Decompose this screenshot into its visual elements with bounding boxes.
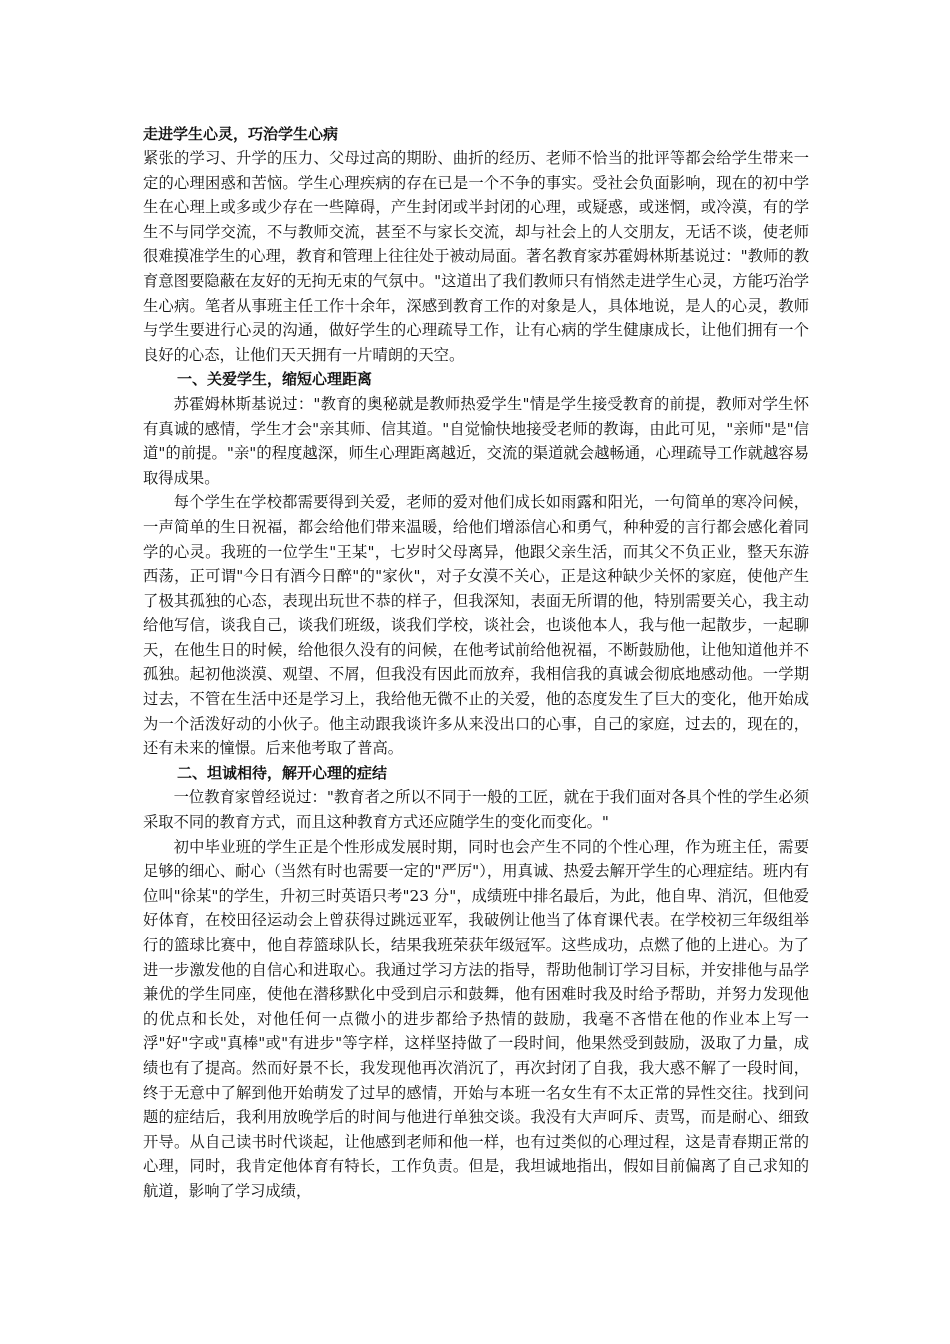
- section-2-paragraph-1: 一位教育家曾经说过："教育者之所以不同于一般的工匠，就在于我们面对各具个性的学生必须采取不同的教育方式，而且这种教育方式还应随学生的变化而变化。": [143, 788, 809, 832]
- document-page: [143, 122, 809, 1204]
- section-2-heading: 二、坦诚相待，解开心理的症结: [177, 763, 388, 782]
- section-1-paragraph-1: 苏霍姆林斯基说过："教育的奥秘就是教师热爱学生"情是学生接受教育的前提，教师对学生怀有真诚的感情，学生才会"亲其师、信其道。"自觉愉快地接受老师的教诲，由此可见，"亲师"是"信道"的前提。"亲"的程度越深，师生心理距离越近，交流的渠道就会越畅通，心理疏导工作就越容易取得成果。: [143, 394, 809, 487]
- section-2-paragraph-2: 初中毕业班的学生正是个性形成发展时期，同时也会产生不同的个性心理，作为班主任，需要足够的细心、耐心（当然有时也需要一定的"严厉"），用真诚、热爱去解开学生的心理症结。班内有位叫"徐某"的学生，升初三时英语只考"23 分"，成绩班中排名最后，为此，他自卑、消沉，但他爱好体育，在校田径运动会上曾获得过跳远亚军，我破例让他当了体育课代表。在学校初三年级组举行的篮球比赛中，他自荐篮球队长，结果我班荣获年级冠军。这些成功，点燃了他的上进心。为了进一步激发他的自信心和进取心。我通过学习方法的指导，帮助他制订学习目标，并安排他与品学兼优的学生同座，使他在潜移默化中受到启示和鼓舞，他有困难时我及时给予帮助，并努力发现他的优点和长处，对他任何一点微小的进步都给予热情的鼓励，我毫不吝惜在他的作业本上写一浮"好"字或"真棒"或"有进步"等字样，这样坚持做了一段时间，他果然受到鼓励，汲取了力量，成绩也有了提高。然而好景不长，我发现他再次消沉了，再次封闭了自我，我大惑不解了一段时间，终于无意中了解到他开始萌发了过早的感情，开始与本班一名女生有不太正常的异性交往。找到问题的症结后，我利用放晚学后的时间与他进行单独交谈。我没有大声呵斥、责骂，而是耐心、细致开导。从自己读书时代谈起，让他感到老师和他一样，也有过类似的心理过程，这是青春期正常的心理，同时，我肯定他体育有特长，工作负责。但是，我坦诚地指出，假如目前偏离了自己求知的航道，影响了学习成绩，: [143, 837, 809, 1200]
- intro-paragraph: 紧张的学习、升学的压力、父母过高的期盼、曲折的经历、老师不恰当的批评等都会给学生带来一定的心理困惑和苦恼。学生心理疾病的存在已是一个不争的事实。受社会负面影响，现在的初中学生在心理上或多或少存在一些障碍，产生封闭或半封闭的心理，或疑惑，或迷惘，或冷漠，有的学生不与同学交流，不与教师交流，甚至不与家长交流，却与社会上的人交朋友，无话不谈，使老师很难摸准学生的心理，教育和管理上往往处于被动局面。著名教育家苏霍姆林斯基说过："教师的教育意图要隐蔽在友好的无拘无束的气氛中。"这道出了我们教师只有悄然走进学生心灵，方能巧治学生心病。笔者从事班主任工作十余年，深感到教育工作的对象是人，具体地说，是人的心灵，教师与学生要进行心灵的沟通，做好学生的心理疏导工作，让有心病的学生健康成长，让他们拥有一个良好的心态，让他们天天拥有一片晴朗的天空。: [143, 149, 809, 364]
- document-title: 走进学生心灵，巧治学生心病: [143, 125, 339, 143]
- section-1-heading: 一、关爱学生，缩短心理距离: [177, 370, 373, 389]
- section-1-paragraph-2: 每个学生在学校都需要得到关爱，老师的爱对他们成长如雨露和阳光，一句简单的寒冷问候，一声简单的生日祝福，都会给他们带来温暖，给他们增添信心和勇气，种种爱的言行都会感化着同学的心灵。我班的一位学生"王某"，七岁时父母离异，他跟父亲生活，而其父不负正业，整天东游西荡，正可谓"今日有酒今日醉"的"家伙"，对子女漠不关心，正是这种缺少关怀的家庭，使他产生了极其孤独的心态，表现出玩世不恭的样子，但我深知，表面无所谓的他，特别需要关心，我主动给他写信，谈我自己，谈我们班级，谈我们学校，谈社会，也谈他本人，我与他一起散步，一起聊天，在他生日的时候，给他很久没有的问候，在他考试前给他祝福，不断鼓励他，让他知道他并不孤独。起初他淡漠、观望、不屑，但我没有因此而放弃，我相信我的真诚会彻底地感动他。一学期过去，不管在生活中还是学习上，我给他无微不止的关爱，他的态度发生了巨大的变化，他开始成为一个活泼好动的小伙子。他主动跟我谈许多从来没出口的心事，自己的家庭，过去的，现在的，还有未来的憧憬。后来他考取了普高。: [143, 493, 809, 758]
